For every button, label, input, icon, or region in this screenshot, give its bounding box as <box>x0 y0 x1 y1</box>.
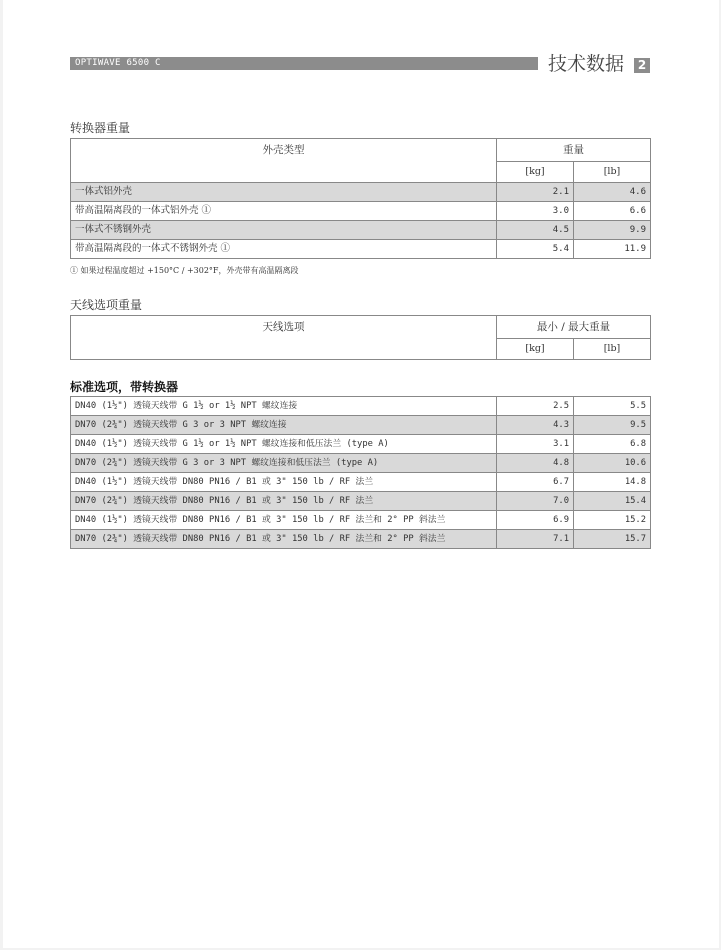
cell-label: DN70 (2¾") 透镜天线带 G 3 or 3 NPT 螺纹连接和低压法兰 (type A) <box>71 454 497 473</box>
cell-label: 带高温隔离段的一体式不锈钢外壳 ① <box>71 240 497 259</box>
standard-options-table <box>70 396 651 549</box>
footnote: ① 如果过程温度超过 +150°C / +302°F，外壳带有高温隔离段 <box>70 266 299 275</box>
cell-lb: 14.8 <box>574 473 651 492</box>
antenna-weight-title: 天线选项重量 <box>70 298 143 312</box>
cell-kg: 7.1 <box>497 530 574 549</box>
standard-options-title: 标准选项，带转换器 <box>70 380 179 394</box>
min-max-weight-header: 最小 / 最大重量 <box>497 316 651 339</box>
table-row <box>71 221 651 240</box>
cell-kg: 2.5 <box>497 397 574 416</box>
cell-kg: 4.8 <box>497 454 574 473</box>
cell-label: DN40 (1½") 透镜天线带 DN80 PN16 / B1 或 3" 150 lb / RF 法兰和 2° PP 斜法兰 <box>71 511 497 530</box>
cell-kg: 3.1 <box>497 435 574 454</box>
cell-label: DN40 (1½") 透镜天线带 DN80 PN16 / B1 或 3" 150 lb / RF 法兰 <box>71 473 497 492</box>
antenna-option-header: 天线选项 <box>71 316 497 360</box>
cell-lb: 9.9 <box>574 221 651 240</box>
cell-label: DN70 (2¾") 透镜天线带 DN80 PN16 / B1 或 3" 150 lb / RF 法兰 <box>71 492 497 511</box>
cell-lb: 6.6 <box>574 202 651 221</box>
cell-lb: 10.6 <box>574 454 651 473</box>
converter-weight-table <box>70 138 651 259</box>
table-row <box>71 202 651 221</box>
cell-lb: 11.9 <box>574 240 651 259</box>
table-row <box>71 530 651 549</box>
cell-kg: 5.4 <box>497 240 574 259</box>
cell-label: 一体式铝外壳 <box>71 183 497 202</box>
cell-kg: 4.3 <box>497 416 574 435</box>
cell-kg: 3.0 <box>497 202 574 221</box>
cell-lb: 15.7 <box>574 530 651 549</box>
table-row <box>71 397 651 416</box>
table-row <box>71 183 651 202</box>
cell-kg: 7.0 <box>497 492 574 511</box>
table-row <box>71 511 651 530</box>
cell-label: DN40 (1½") 透镜天线带 G 1½ or 1½ NPT 螺纹连接 <box>71 397 497 416</box>
housing-type-header: 外壳类型 <box>71 139 497 183</box>
product-name-bar: OPTIWAVE 6500 C <box>70 57 538 70</box>
cell-lb: 9.5 <box>574 416 651 435</box>
weight-header: 重量 <box>497 139 651 162</box>
chapter-number: 2 <box>634 58 650 73</box>
cell-kg: 6.7 <box>497 473 574 492</box>
cell-lb: 5.5 <box>574 397 651 416</box>
cell-label: 一体式不锈钢外壳 <box>71 221 497 240</box>
table-row <box>71 240 651 259</box>
unit-lb-header: [lb] <box>574 162 651 183</box>
cell-lb: 15.4 <box>574 492 651 511</box>
cell-lb: 6.8 <box>574 435 651 454</box>
cell-label: DN70 (2¾") 透镜天线带 DN80 PN16 / B1 或 3" 150 lb / RF 法兰和 2° PP 斜法兰 <box>71 530 497 549</box>
cell-label: DN40 (1½") 透镜天线带 G 1½ or 1½ NPT 螺纹连接和低压法兰 (type A) <box>71 435 497 454</box>
unit-kg-header: [kg] <box>497 162 574 183</box>
cell-lb: 15.2 <box>574 511 651 530</box>
table-row <box>71 492 651 511</box>
unit-kg-header: [kg] <box>497 339 574 360</box>
table-row <box>71 454 651 473</box>
cell-label: DN70 (2¾") 透镜天线带 G 3 or 3 NPT 螺纹连接 <box>71 416 497 435</box>
cell-kg: 6.9 <box>497 511 574 530</box>
cell-kg: 2.1 <box>497 183 574 202</box>
antenna-weight-table <box>70 315 651 360</box>
unit-lb-header: [lb] <box>574 339 651 360</box>
page-title: 技术数据 <box>548 53 625 75</box>
cell-kg: 4.5 <box>497 221 574 240</box>
cell-lb: 4.6 <box>574 183 651 202</box>
table-row <box>71 435 651 454</box>
converter-weight-title: 转换器重量 <box>70 121 131 135</box>
cell-label: 带高温隔离段的一体式铝外壳 ① <box>71 202 497 221</box>
table-row <box>71 416 651 435</box>
table-row <box>71 473 651 492</box>
